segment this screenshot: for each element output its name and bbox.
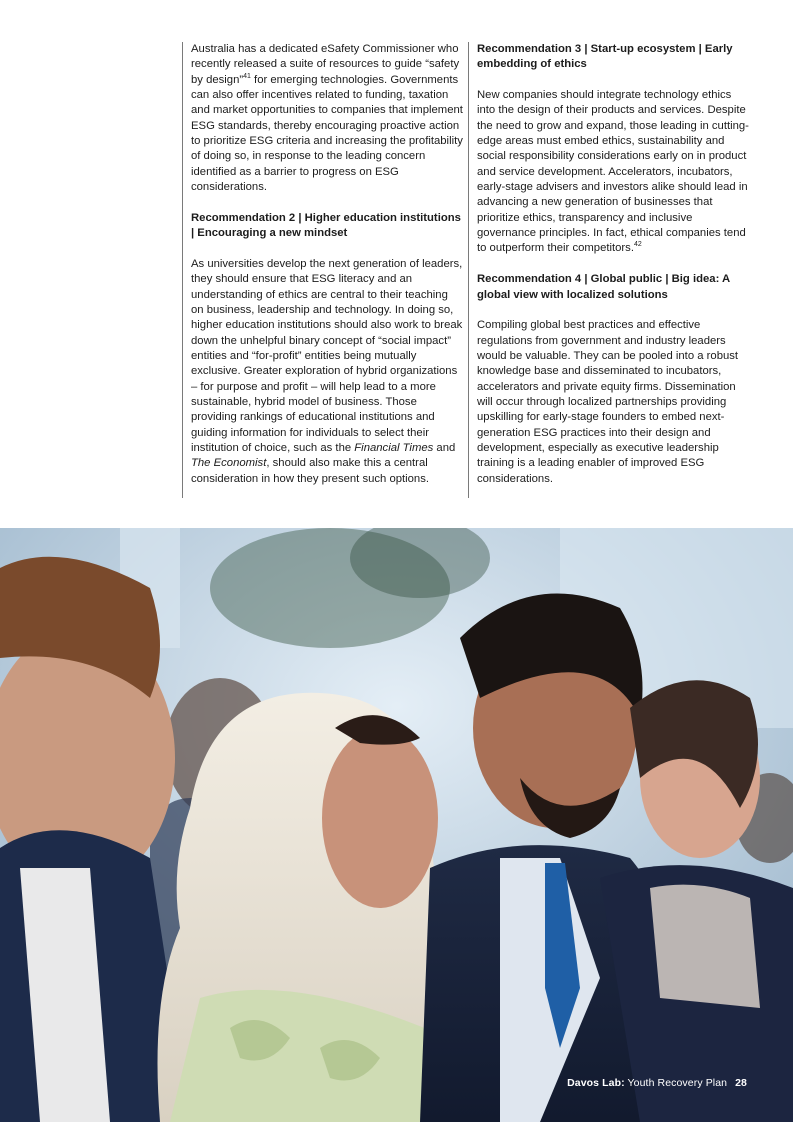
conference-photo [0,528,793,1122]
footnote-ref[interactable]: 41 [243,72,251,80]
recommendation-2-heading: Recommendation 2 | Higher education institutions | Encouraging a new mindset [191,211,461,240]
left-text-column [182,42,463,498]
paragraph-esafety: Australia has a dedicated eSafety Commissioner who recently released a suite of resources to guide “safety by design”$^{41}$ for emerging technologies. Governments can also offer incentives related to funding, taxation and market opportunities to companies that implement ESG standards, thereby encouraging proactive action to prioritize ESG criteria and increasing the profitability of doing so, in response to the leading concern identified as a barrier to progress on ESG considerations. [191,43,463,194]
paragraph-global: Compiling global best practices and effective regulations from government and industry leaders would be valuable. They can be pooled into a robust knowledge base and disseminated to incubators, accelerators and private equity firms. Dissemination will occur through localized partnerships providing upskilling for early-stage founders to embed next-generation ESG practices into their design and development, especially as executive leadership training is a leading enabler of improved ESG considerations. [477,319,739,485]
page-footer [567,1077,747,1089]
footer-brand: Davos Lab: [567,1077,625,1089]
paragraph-higher-education: As universities develop the next generation of leaders, they should ensure that ESG literacy and an understanding of ethics are central to their teaching on business, leadership and technology. In doing so, higher education institutions should also work to break down the unhelpful binary concept of “social impact” entities and “for-profit” entities being mutually exclusive. Greater exploration of hybrid organizations – for purpose and profit – will help lead to a more sustainable, hybrid model of business. Those providing rankings of educational institutions and guiding information for individuals to select their institution of choice, such as the Financial Times and The Economist, should also make this a central consideration in how they present such options. [191,257,463,485]
recommendation-3-heading: Recommendation 3 | Start-up ecosystem | Early embedding of ethics [477,43,733,71]
footer-title: Youth Recovery Plan [624,1077,728,1089]
paragraph-startup: New companies should integrate technology ethics into the design of their products and services. Despite the need to grow and expand, those leading in cutting-edge areas must embed ethics, sustainability and social responsibility considerations early on in product and service development. Accelerators, incubators, early-stage advisers and investors alike should lead in advancing a new generation of businesses that prioritize ethics, transparency and inclusive governance principles. In fact, ethical companies tend to outperform their competitors.$^{42}$ [477,89,749,255]
conference-audience-image [0,528,793,1122]
recommendation-4-heading: Recommendation 4 | Global public | Big idea: A global view with localized solutions [477,273,730,301]
footnote-ref[interactable]: 42 [633,241,642,249]
right-text-column [468,42,749,498]
page-number: 28 [735,1077,747,1089]
